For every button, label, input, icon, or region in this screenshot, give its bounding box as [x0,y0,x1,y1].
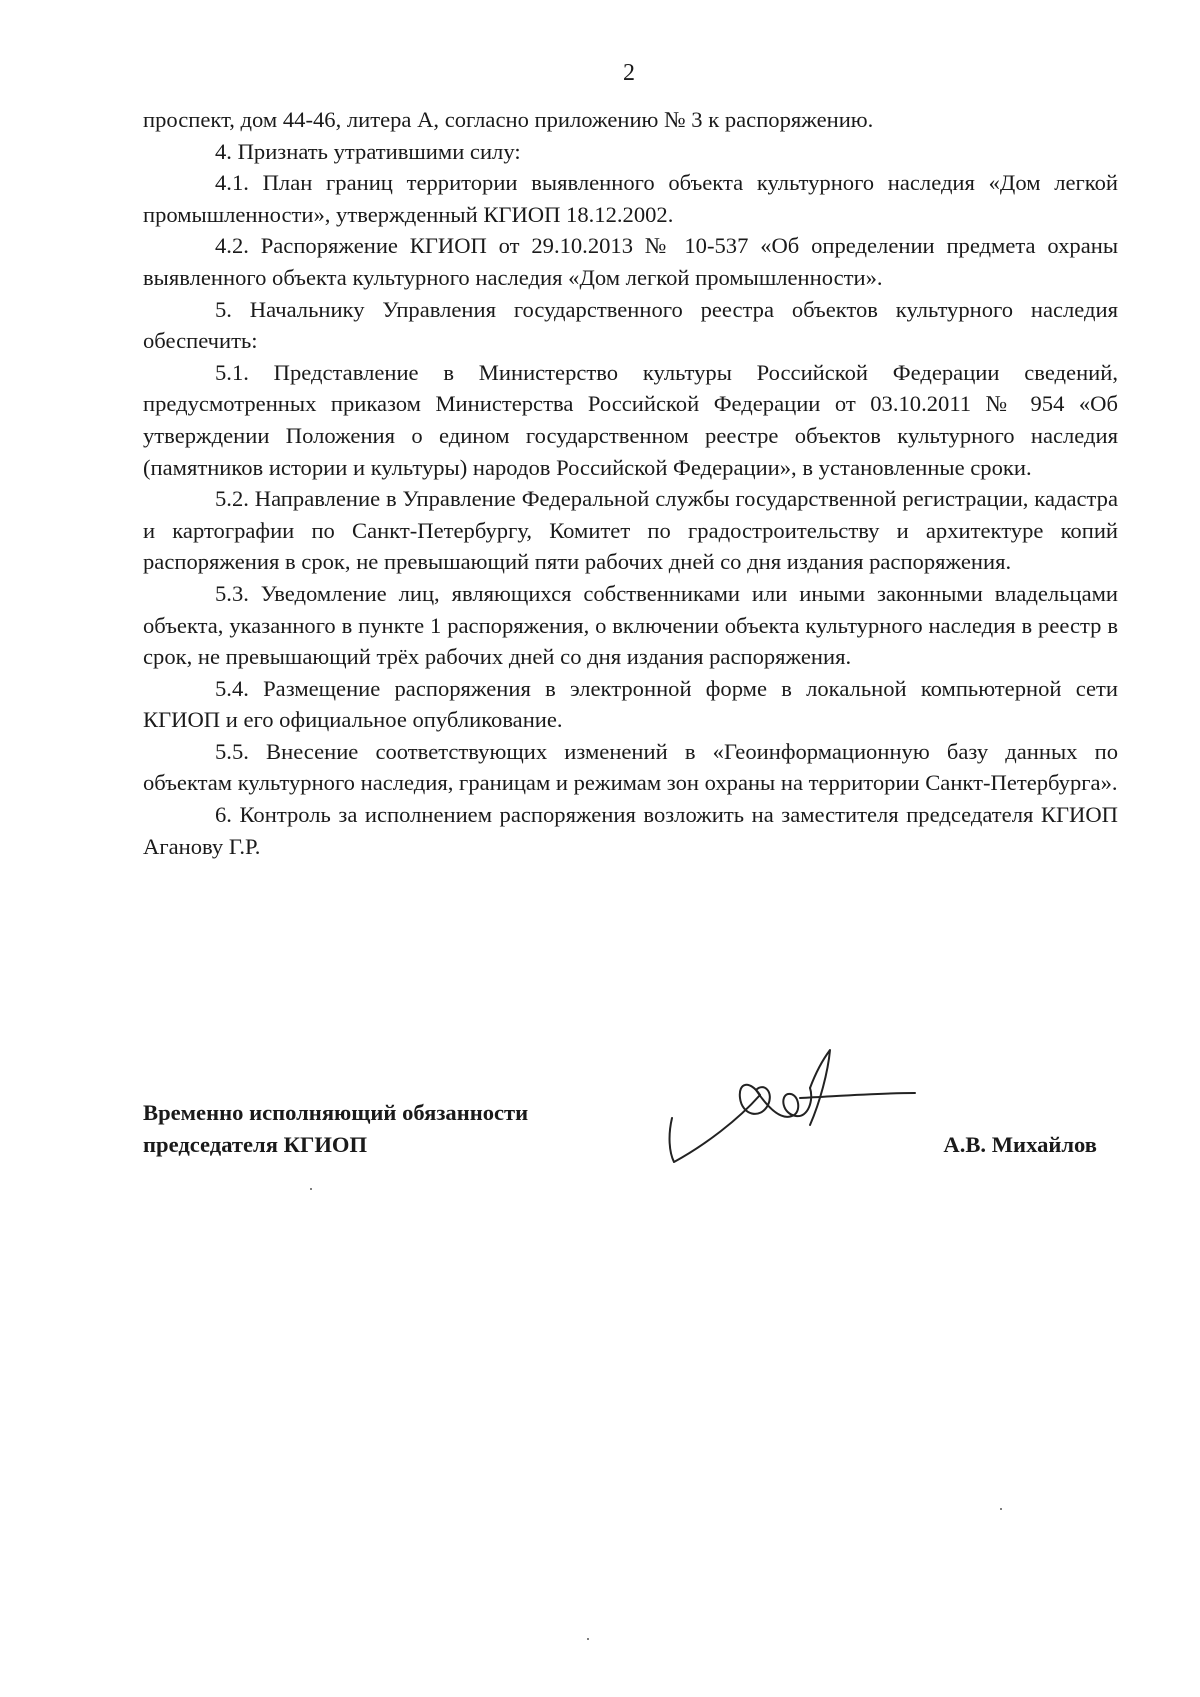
paragraph-item-5-5: 5.5. Внесение соответствующих изменений в «Геоинформационную базу данных по объектам культурного наследия, границам и режимам зон охраны на территории Санкт-Петербурга». [143,738,1118,796]
paragraph-item-5-4: 5.4. Размещение распоряжения в электронной форме в локальной компьютерной сети КГИОП и его официальное опубликование. [143,675,1118,733]
page-number: 2 [623,60,635,86]
scan-speck [310,1188,312,1190]
paragraph-continuation: проспект, дом 44-46, литера А, согласно приложению № 3 к распоряжению. [143,107,874,132]
scan-speck [1000,1508,1002,1510]
signatory-title-line-2: председателя КГИОП [143,1132,368,1157]
handwritten-signature [660,1030,920,1180]
signatory-name: А.В. Михайлов [943,1132,1097,1157]
paragraph-item-6: 6. Контроль за исполнением распоряжения возложить на заместителя председателя КГИОП Аганову Г.Р. [143,802,1118,859]
paragraph-item-5-1: 5.1. Представление в Министерство культуры Российской Федерации сведений, предусмотренных приказом Министерства Российской Федерации от 03.10.2011 № 954 «Об утверждении Положения о едином государственном реестре объектов культурного наследия (памятников истории и культуры) народов Российской Федерации», в установленные сроки. [143,359,1118,480]
paragraph-item-5-3: 5.3. Уведомление лиц, являющихся собственниками или иными законными владельцами объекта, указанного в пункте 1 распоряжения, о включении объекта культурного наследия в реестр в срок, не превышающий трёх рабочих дней со дня издания распоряжения. [143,580,1118,670]
paragraph-item-4-1: 4.1. План границ территории выявленного объекта культурного наследия «Дом легкой промышленности», утвержденный КГИОП 18.12.2002. [143,170,1118,227]
scan-speck [587,1638,589,1640]
paragraph-item-5-2: 5.2. Направление в Управление Федеральной службы государственной регистрации, кадастра и картографии по Санкт-Петербургу, Комитет по градостроительству и архитектуре копий распоряжения в срок, не превышающий пяти рабочих дней со дня издания распоряжения. [143,486,1118,575]
paragraph-item-4: 4. Признать утратившими силу: [215,138,521,164]
signatory-title-line-1: Временно исполняющий обязанности [143,1100,529,1125]
document-body [143,104,1118,862]
paragraph-item-5: 5. Начальнику Управления государственного реестра объектов культурного наследия обеспечить: [143,296,1118,354]
paragraph-item-4-2: 4.2. Распоряжение КГИОП от 29.10.2013 № 10-537 «Об определении предмета охраны выявленного объекта культурного наследия «Дом легкой промышленности». [143,233,1118,290]
signatory-title [143,1097,528,1161]
